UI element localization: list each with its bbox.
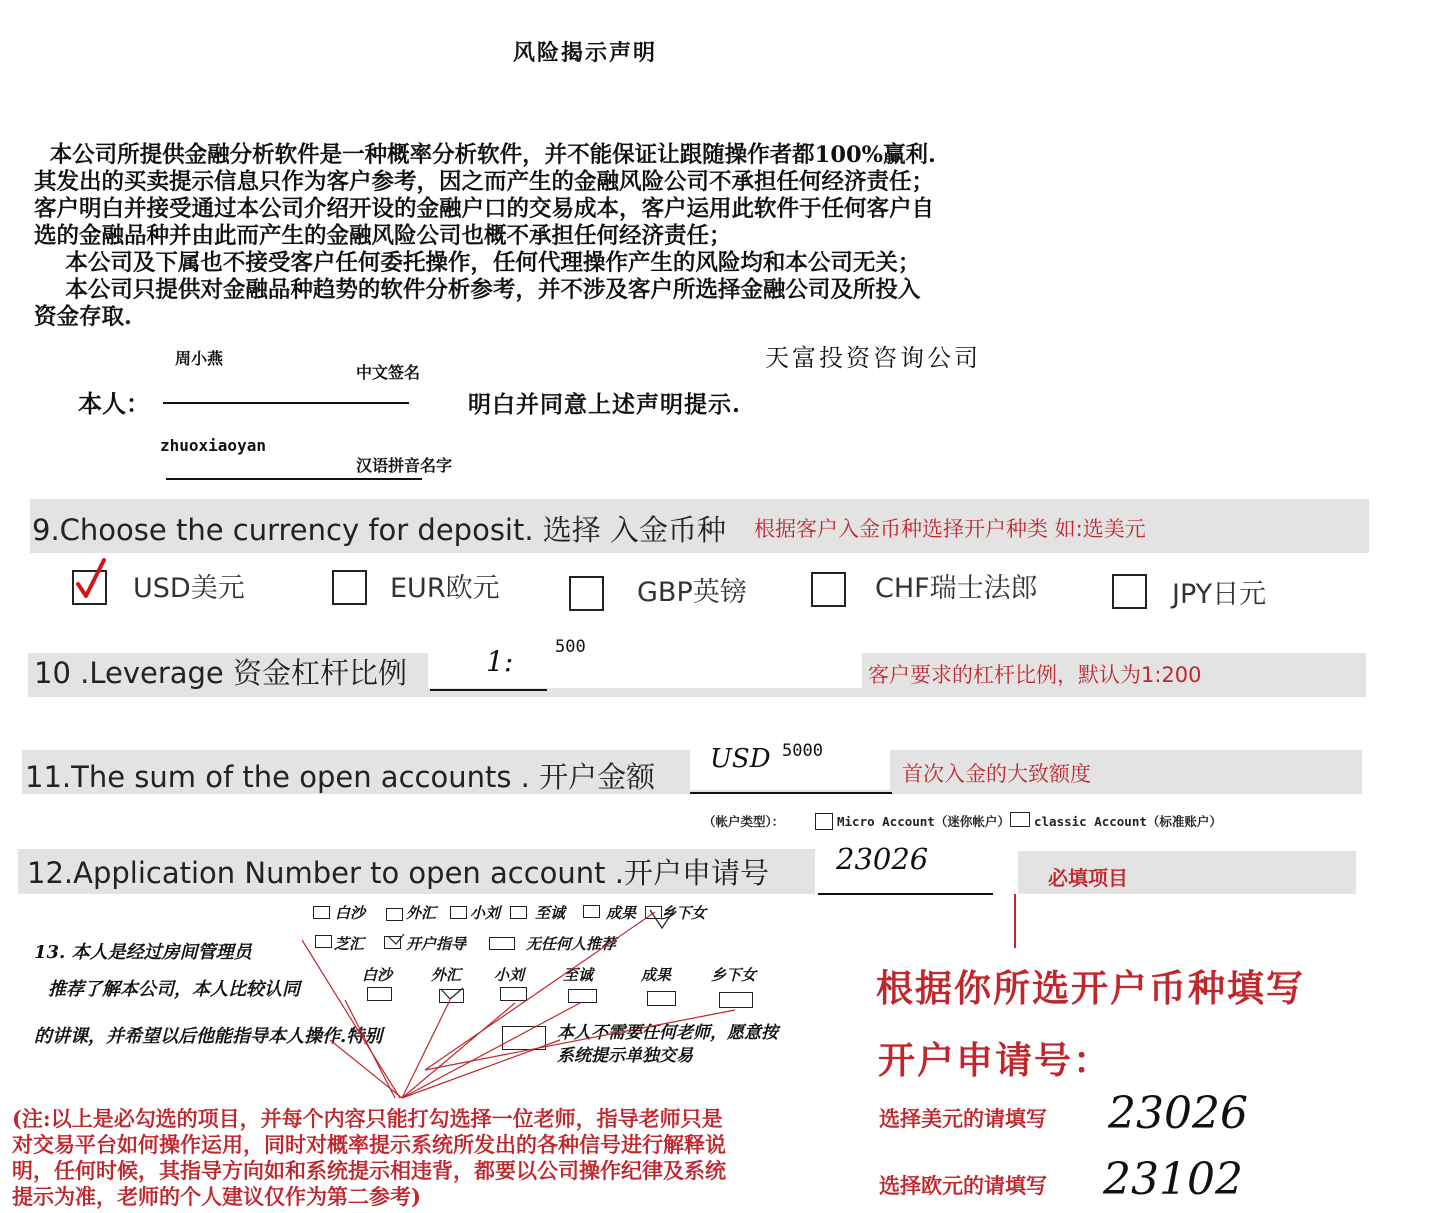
gbp-option-label: GBP英镑: [637, 577, 747, 608]
teacher-option: 成果: [606, 904, 637, 922]
document-title: 风险揭示声明: [513, 40, 658, 66]
teacher-option: 无任何人推荐: [526, 935, 617, 953]
teacher-option: 开户指导: [406, 935, 467, 953]
q9-note: 根据客户入金币种选择开户种类 如:选美元: [754, 517, 1146, 541]
pinyin-name-label: 汉语拼音名字: [356, 456, 453, 475]
teacher-option: 外汇: [406, 904, 437, 922]
teacher-option: 成果: [641, 966, 672, 984]
usd-number-label: 选择美元的请填写: [879, 1106, 1047, 1131]
q12-note: 必填项目: [1048, 866, 1128, 890]
leverage-prefix: 1:: [486, 645, 514, 678]
q11-note: 首次入金的大致额度: [902, 762, 1091, 786]
q13-line2: 推荐了解本公司，本人比较认同: [48, 979, 300, 1000]
leverage-value[interactable]: 500: [555, 637, 586, 657]
teacher-option: 芝汇: [334, 935, 365, 953]
application-number[interactable]: 23026: [836, 842, 929, 876]
footnote-line: (注:以上是必勾选的项目，并每个内容只能打勾选择一位老师，指导老师只是: [12, 1106, 723, 1131]
disclaimer-line: 本公司所提供金融分析软件是一种概率分析软件，并不能保证让跟随操作者都100%赢利.: [34, 142, 936, 168]
signature-chinese-name: 周小燕: [175, 349, 224, 368]
q10-label: 10 .Leverage 资金杠杆比例: [34, 656, 407, 690]
amount-value[interactable]: 5000: [782, 741, 823, 761]
usd-application-number: 23026: [1108, 1088, 1248, 1139]
teacher-option: 乡下女: [711, 966, 757, 984]
guide-line1: 根据你所选开户币种填写: [876, 967, 1305, 1010]
teacher-option: 至诚: [563, 966, 594, 984]
footnote: [12, 1106, 726, 1210]
self-label: 本人：: [78, 389, 150, 418]
guide-line2: 开户申请号：: [878, 1039, 1112, 1082]
company-name: 天富投资咨询公司: [765, 344, 981, 372]
disclaimer-line: 其发出的买卖提示信息只作为客户参考，因之而产生的金融风险公司不承担任何经济责任；: [34, 169, 935, 195]
q12-label: 12.Application Number to open account .开户申请号: [27, 856, 769, 890]
disclaimer-line: 客户明白并接受通过本公司介绍开设的金融户口的交易成本，客户运用此软件于任何客户自: [34, 196, 935, 222]
disclaimer-line: 资金存取.: [34, 304, 132, 330]
eur-application-number: 23102: [1103, 1154, 1243, 1205]
q11-label: 11.The sum of the open accounts . 开户金额: [25, 760, 656, 794]
q10-note: 客户要求的杠杆比例，默认为1:200: [868, 663, 1202, 687]
q13-line3: 的讲课，并希望以后他能指导本人操作.特别: [34, 1026, 383, 1047]
teacher-option: 小刘: [494, 966, 525, 984]
footnote-line: 提示为准，老师的个人建议仅作为第二参考): [12, 1184, 421, 1209]
disclaimer-line: 本公司及下属也不接受客户任何委托操作，任何代理操作产生的风险均和本公司无关；: [34, 250, 921, 276]
classic-account-label: classic Account（标准账户）: [1034, 814, 1222, 829]
eur-option-label: EUR欧元: [390, 573, 500, 604]
disclaimer-line: 本公司只提供对金融品种趋势的软件分析参考，并不涉及客户所选择金融公司及所投入: [34, 277, 921, 303]
chf-option-label: CHF瑞士法郎: [875, 573, 1038, 604]
agree-statement: 明白并同意上述声明提示.: [468, 391, 742, 418]
usd-option-label: USD美元: [133, 573, 245, 604]
q9-label: 9.Choose the currency for deposit. 选择 入金币种: [32, 513, 727, 547]
teacher-option: 乡下女: [661, 904, 707, 922]
micro-account-label: Micro Account（迷你帐户）: [837, 814, 1010, 829]
teacher-option: 至诚: [535, 904, 566, 922]
eur-number-label: 选择欧元的请填写: [879, 1173, 1047, 1198]
teacher-option: 外汇: [431, 966, 462, 984]
signature-pinyin-name: zhuoxiaoyan: [160, 436, 266, 455]
amount-currency: USD: [710, 744, 771, 774]
footnote-line: 明，任何时候，其指导方向如和系统提示相违背，都要以公司操作纪律及系统: [12, 1158, 726, 1183]
teacher-option: 白沙: [362, 966, 393, 984]
teacher-option: 白沙: [335, 904, 366, 922]
no-teacher-line1: 本人不需要任何老师，愿意按: [557, 1023, 778, 1043]
no-teacher-line2: 系统提示单独交易: [557, 1046, 693, 1066]
teacher-option: 小刘: [470, 904, 501, 922]
q13-line1: 13. 本人是经过房间管理员: [34, 942, 252, 963]
account-type-label: （帐户类型）：: [703, 814, 785, 829]
footnote-line: 对交易平台如何操作运用，同时对概率提示系统所发出的各种信号进行解释说: [12, 1132, 726, 1157]
jpy-option-label: JPY日元: [1172, 579, 1267, 610]
disclaimer-line: 选的金融品种并由此而产生的金融风险公司也概不承担任何经济责任；: [34, 223, 732, 249]
chinese-signature-label: 中文签名: [356, 363, 421, 382]
